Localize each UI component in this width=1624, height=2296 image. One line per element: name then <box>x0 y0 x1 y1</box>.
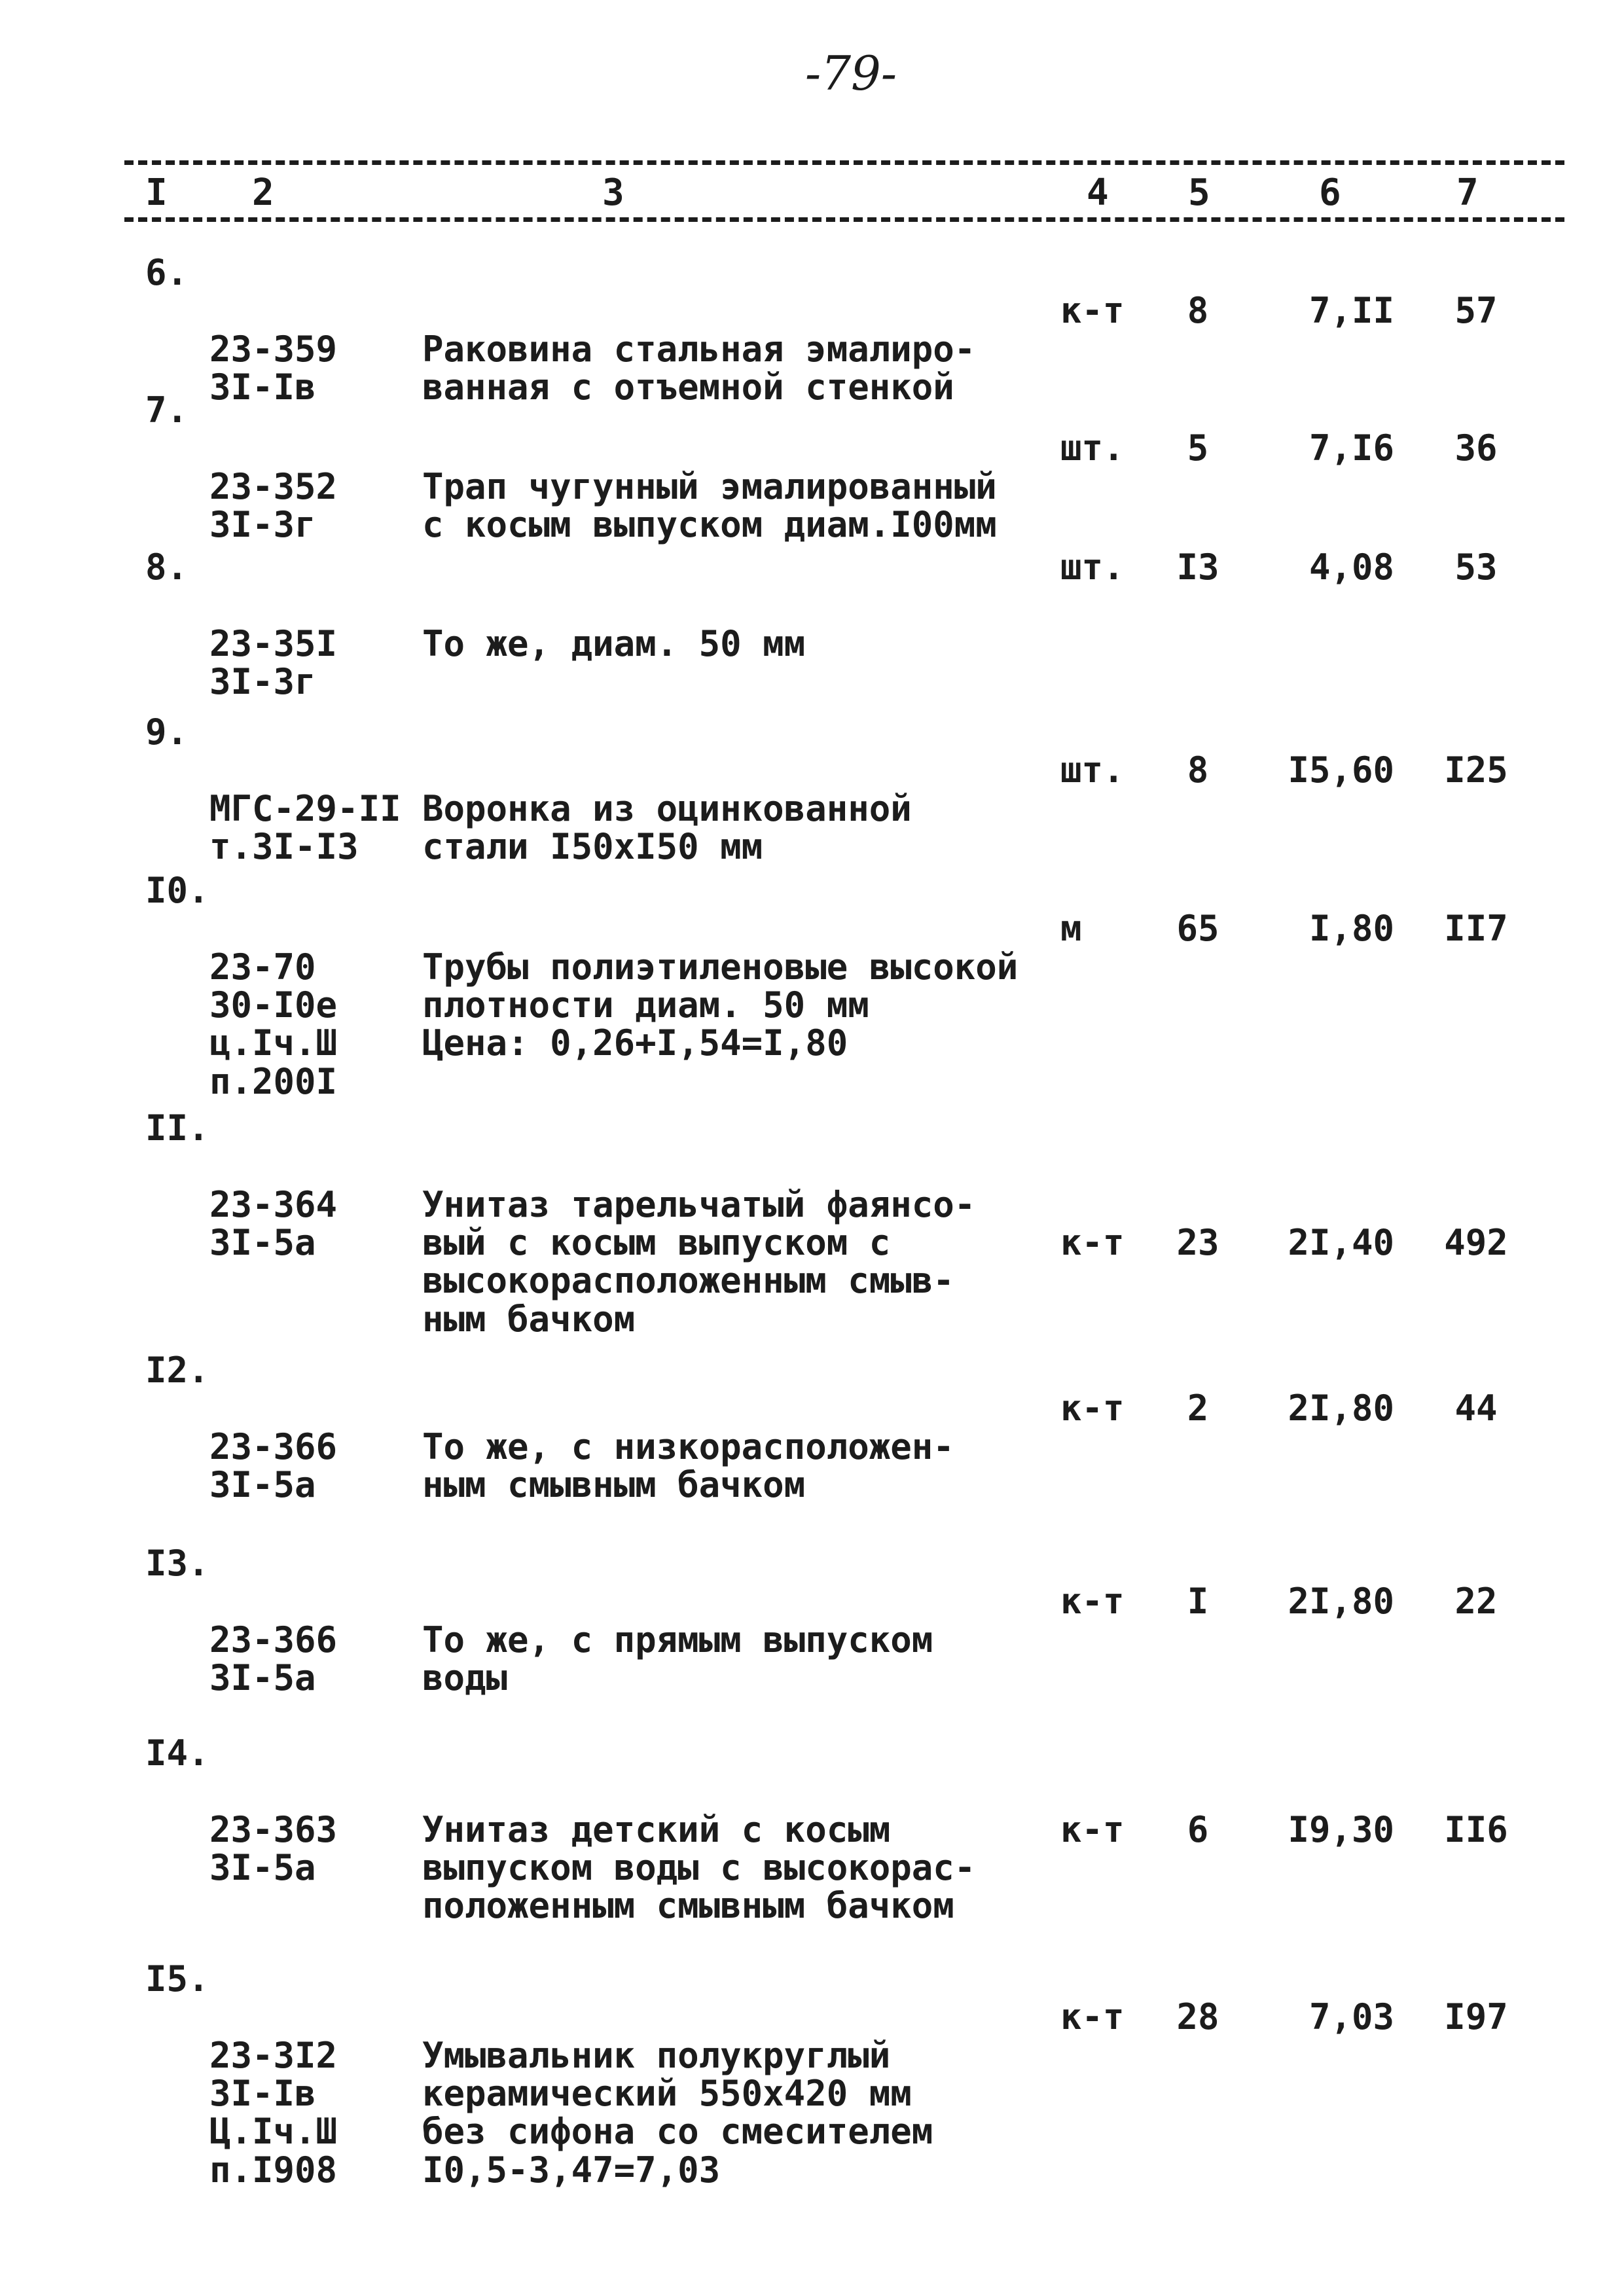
row-number: I5. <box>145 1958 209 2000</box>
column-header-5: 5 <box>1188 171 1210 214</box>
row-code: 23-364 3I-5а <box>209 1183 338 1263</box>
row-number: II. <box>145 1107 209 1149</box>
row-quantity: 5 <box>1187 427 1209 469</box>
row-number: I3. <box>145 1543 209 1584</box>
row-quantity: I <box>1187 1581 1209 1622</box>
row-unit-price: 7,II <box>1308 290 1394 331</box>
row-total: I25 <box>1444 749 1508 791</box>
row-unit-price: 2I,40 <box>1288 1222 1394 1263</box>
row-unit-price: 2I,80 <box>1288 1581 1394 1622</box>
row-quantity: 65 <box>1176 908 1219 949</box>
row-description: То же, с прямым выпуском воды <box>422 1619 933 1698</box>
page-number: -79- <box>804 46 897 101</box>
row-number: 7. <box>145 389 189 431</box>
row-code: 23-70 30-I0е ц.Iч.Ш п.200I <box>209 946 338 1102</box>
row-quantity: 28 <box>1176 1996 1219 2037</box>
row-number: I0. <box>145 870 209 911</box>
row-unit-price: 4,08 <box>1308 547 1394 588</box>
column-header-1: I <box>145 171 168 214</box>
row-unit: к-т <box>1060 290 1125 331</box>
row-total: 492 <box>1444 1222 1508 1263</box>
row-unit-price: 7,I6 <box>1308 427 1394 469</box>
row-code: 23-35I 3I-3г <box>209 622 338 702</box>
row-unit: шт. <box>1060 427 1125 469</box>
row-total: 44 <box>1454 1388 1498 1429</box>
row-number: 9. <box>145 711 189 753</box>
column-header-6: 6 <box>1319 171 1341 214</box>
row-total: I97 <box>1444 1996 1508 2037</box>
row-code: 23-366 3I-5а <box>209 1426 338 1505</box>
row-description: То же, диам. 50 мм <box>422 622 806 664</box>
row-unit: шт. <box>1060 547 1125 588</box>
row-unit-price: I5,60 <box>1288 749 1394 791</box>
row-quantity: I3 <box>1176 547 1219 588</box>
row-total: II7 <box>1444 908 1508 949</box>
row-description: Унитаз детский с косым выпуском воды с высокорас- положенным смывным бачком <box>422 1808 976 1927</box>
header-rule-top <box>124 160 1564 165</box>
row-description: Унитаз тарельчатый фаянсо- вый с косым выпуском с высокорасположенным смыв- ным бачком <box>422 1183 976 1340</box>
row-code: 23-359 3I-Iв <box>209 328 338 408</box>
row-unit: к-т <box>1060 1581 1125 1622</box>
row-code: 23-352 3I-3г <box>209 465 338 545</box>
row-quantity: 23 <box>1176 1222 1219 1263</box>
row-unit: к-т <box>1060 1996 1125 2037</box>
row-unit: м <box>1060 908 1082 949</box>
row-total: 53 <box>1454 547 1498 588</box>
row-unit-price: I,80 <box>1308 908 1394 949</box>
row-code: 23-3I2 3I-Iв Ц.Iч.Ш п.I908 <box>209 2034 338 2191</box>
row-number: 8. <box>145 547 189 588</box>
row-unit-price: 7,03 <box>1308 1996 1394 2037</box>
row-description: Умывальник полукруглый керамический 550x420 мм без сифона со смесителем I0,5-3,47=7,03 <box>422 2034 933 2191</box>
row-total: II6 <box>1444 1809 1508 1850</box>
row-total: 36 <box>1454 427 1498 469</box>
row-description: Трубы полиэтиленовые высокой плотности диам. 50 мм Цена: 0,26+I,54=I,80 <box>422 946 1019 1064</box>
row-description: Трап чугунный эмалированный с косым выпуском диам.I00мм <box>422 465 997 545</box>
row-description: Воронка из оцинкованной стали I50xI50 мм <box>422 787 912 867</box>
column-header-2: 2 <box>252 171 274 214</box>
row-description: То же, с низкорасположен- ным смывным бачком <box>422 1426 954 1505</box>
row-number: 6. <box>145 252 189 293</box>
row-unit: к-т <box>1060 1809 1125 1850</box>
row-unit: к-т <box>1060 1222 1125 1263</box>
row-quantity: 2 <box>1187 1388 1209 1429</box>
column-header-7: 7 <box>1456 171 1479 214</box>
header-rule-bottom <box>124 217 1564 222</box>
row-unit-price: I9,30 <box>1288 1809 1394 1850</box>
row-total: 57 <box>1454 290 1498 331</box>
column-header-4: 4 <box>1087 171 1109 214</box>
row-unit: к-т <box>1060 1388 1125 1429</box>
row-code: МГС-29-II т.3I-I3 <box>209 787 401 867</box>
row-quantity: 8 <box>1187 290 1209 331</box>
row-description: Раковина стальная эмалиро- ванная с отъемной стенкой <box>422 328 976 408</box>
row-quantity: 6 <box>1187 1809 1209 1850</box>
row-unit: шт. <box>1060 749 1125 791</box>
column-header-3: 3 <box>602 171 624 214</box>
row-code: 23-366 3I-5а <box>209 1619 338 1698</box>
row-unit-price: 2I,80 <box>1288 1388 1394 1429</box>
row-code: 23-363 3I-5а <box>209 1808 338 1888</box>
row-number: I2. <box>145 1350 209 1391</box>
row-number: I4. <box>145 1732 209 1774</box>
row-total: 22 <box>1454 1581 1498 1622</box>
row-quantity: 8 <box>1187 749 1209 791</box>
